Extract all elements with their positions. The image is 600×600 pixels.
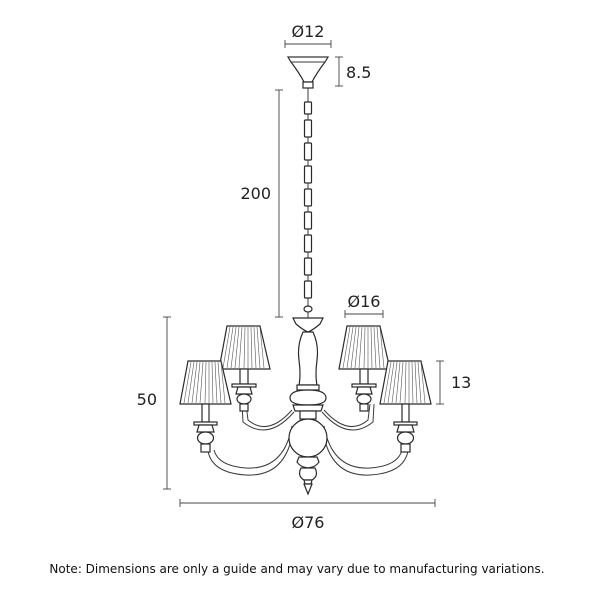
canopy-diameter-label: Ø12	[291, 22, 325, 41]
central-column	[289, 318, 327, 494]
lamp-lower-right	[380, 361, 431, 452]
canopy-height-label: 8.5	[346, 63, 372, 82]
shade-height-label: 13	[451, 373, 472, 392]
dimension-shade-height	[436, 361, 471, 404]
dimension-canopy-diameter	[285, 22, 331, 48]
suspension-chain	[304, 88, 312, 318]
dimension-body-height	[137, 317, 171, 489]
ceiling-canopy	[288, 57, 328, 88]
dimension-overall-diameter	[180, 499, 435, 532]
lamp-lower-left	[180, 361, 231, 452]
drop-length-label: 200	[240, 184, 271, 203]
dimension-shade-diameter	[345, 292, 383, 318]
dimension-drop-length	[240, 90, 283, 317]
body-height-label: 50	[136, 390, 157, 409]
overall-diameter-label: Ø76	[291, 513, 325, 532]
dimension-canopy-height	[335, 57, 371, 86]
shade-diameter-label: Ø16	[347, 292, 381, 311]
disclaimer-note: Note: Dimensions are only a guide and may vary due to manufacturing variations.	[49, 562, 545, 576]
